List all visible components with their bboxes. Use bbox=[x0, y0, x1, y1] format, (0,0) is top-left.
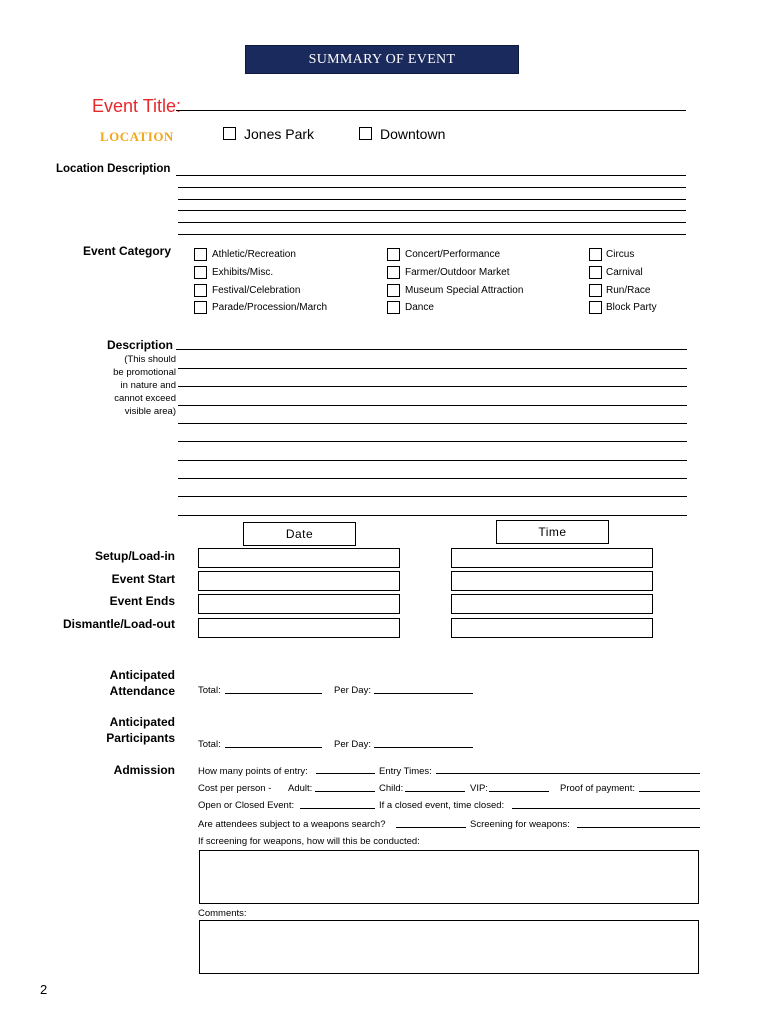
proof-of-payment-field[interactable] bbox=[639, 791, 700, 792]
description-line[interactable] bbox=[178, 423, 687, 424]
category-checkbox-dance[interactable] bbox=[387, 301, 400, 314]
anticipated-participants-label bbox=[60, 714, 175, 746]
location-description-line[interactable] bbox=[176, 175, 686, 176]
location-description-line[interactable] bbox=[178, 199, 686, 200]
location-label: LOCATION bbox=[100, 129, 174, 144]
description-label: Description bbox=[107, 338, 174, 352]
event-title-field[interactable] bbox=[176, 110, 686, 111]
category-label: Exhibits/Misc. bbox=[212, 267, 274, 278]
date-column-header: Date bbox=[243, 522, 356, 546]
setup-time-field[interactable] bbox=[451, 548, 653, 568]
category-checkbox-circus[interactable] bbox=[589, 248, 602, 261]
attendance-label-line: Attendance bbox=[109, 684, 175, 698]
open-closed-field[interactable] bbox=[300, 808, 375, 809]
event-start-label: Event Start bbox=[111, 572, 175, 586]
screening-field[interactable] bbox=[577, 827, 700, 828]
event-start-time-field[interactable] bbox=[451, 571, 653, 591]
location-description-line[interactable] bbox=[178, 187, 686, 188]
description-note-line: be promotional bbox=[113, 367, 176, 378]
dismantle-load-out-label: Dismantle/Load-out bbox=[62, 617, 175, 631]
category-checkbox-museum[interactable] bbox=[387, 284, 400, 297]
category-label: Athletic/Recreation bbox=[212, 249, 296, 260]
participants-total-label: Total: bbox=[198, 739, 221, 750]
points-of-entry-field[interactable] bbox=[316, 773, 375, 774]
category-label: Block Party bbox=[606, 302, 657, 313]
comments-label: Comments: bbox=[198, 908, 247, 919]
proof-of-payment-label: Proof of payment: bbox=[560, 783, 635, 794]
category-label: Run/Race bbox=[606, 285, 651, 296]
category-label: Festival/Celebration bbox=[212, 285, 301, 296]
location-description-label: Location Description bbox=[56, 163, 171, 175]
description-note bbox=[96, 353, 176, 418]
adult-label: Adult: bbox=[288, 783, 313, 794]
category-label: Concert/Performance bbox=[405, 249, 501, 260]
description-note-line: cannot exceed bbox=[114, 393, 176, 404]
entry-times-label: Entry Times: bbox=[379, 766, 432, 777]
downtown-checkbox[interactable] bbox=[359, 127, 372, 140]
participants-per-day-field[interactable] bbox=[374, 747, 473, 748]
location-description-line[interactable] bbox=[178, 210, 686, 211]
dismantle-date-field[interactable] bbox=[198, 618, 400, 638]
category-checkbox-exhibits[interactable] bbox=[194, 266, 207, 279]
category-label: Farmer/Outdoor Market bbox=[405, 267, 510, 278]
vip-cost-field[interactable] bbox=[489, 791, 549, 792]
event-ends-label: Event Ends bbox=[109, 594, 175, 608]
category-checkbox-athletic[interactable] bbox=[194, 248, 207, 261]
participants-label-line: Participants bbox=[106, 731, 175, 745]
screening-how-label: If screening for weapons, how will this be conducted: bbox=[198, 836, 420, 847]
description-line[interactable] bbox=[178, 496, 687, 497]
child-label: Child: bbox=[379, 783, 404, 794]
category-checkbox-farmer-market[interactable] bbox=[387, 266, 400, 279]
category-checkbox-carnival[interactable] bbox=[589, 266, 602, 279]
adult-cost-field[interactable] bbox=[315, 791, 375, 792]
category-label: Museum Special Attraction bbox=[405, 285, 524, 296]
anticipated-attendance-label bbox=[60, 667, 175, 699]
page-title-banner: SUMMARY OF EVENT bbox=[245, 45, 519, 74]
description-line[interactable] bbox=[178, 368, 687, 369]
description-line[interactable] bbox=[178, 460, 687, 461]
description-line[interactable] bbox=[178, 405, 687, 406]
jones-park-label: Jones Park bbox=[244, 126, 315, 142]
category-checkbox-festival[interactable] bbox=[194, 284, 207, 297]
category-label: Parade/Procession/March bbox=[212, 302, 328, 313]
location-description-line[interactable] bbox=[178, 234, 686, 235]
vip-label: VIP: bbox=[470, 783, 488, 794]
comments-textarea[interactable] bbox=[199, 920, 699, 974]
description-note-line: in nature and bbox=[120, 380, 176, 391]
event-category-label: Event Category bbox=[83, 244, 172, 258]
jones-park-checkbox[interactable] bbox=[223, 127, 236, 140]
admission-label: Admission bbox=[113, 763, 175, 777]
open-closed-label: Open or Closed Event: bbox=[198, 800, 295, 811]
attendance-per-day-label: Per Day: bbox=[334, 685, 371, 696]
event-ends-date-field[interactable] bbox=[198, 594, 400, 614]
category-checkbox-concert[interactable] bbox=[387, 248, 400, 261]
participants-total-field[interactable] bbox=[225, 747, 322, 748]
attendance-total-label: Total: bbox=[198, 685, 221, 696]
screening-how-textarea[interactable] bbox=[199, 850, 699, 904]
category-checkbox-parade[interactable] bbox=[194, 301, 207, 314]
cost-per-person-label: Cost per person - bbox=[198, 783, 272, 794]
description-line[interactable] bbox=[178, 386, 687, 387]
category-label: Circus bbox=[606, 249, 635, 260]
event-title-label: Event Title: bbox=[92, 96, 182, 116]
event-ends-time-field[interactable] bbox=[451, 594, 653, 614]
description-note-line: visible area) bbox=[124, 406, 176, 417]
time-column-header: Time bbox=[496, 520, 609, 544]
attendance-total-field[interactable] bbox=[225, 693, 322, 694]
closed-time-label: If a closed event, time closed: bbox=[379, 800, 505, 811]
category-label: Carnival bbox=[606, 267, 643, 278]
screening-label: Screening for weapons: bbox=[470, 819, 570, 830]
weapons-search-label: Are attendees subject to a weapons search? bbox=[198, 819, 386, 830]
category-checkbox-run-race[interactable] bbox=[589, 284, 602, 297]
participants-label-line: Anticipated bbox=[109, 715, 175, 729]
attendance-per-day-field[interactable] bbox=[374, 693, 473, 694]
description-line[interactable] bbox=[178, 441, 687, 442]
participants-per-day-label: Per Day: bbox=[334, 739, 371, 750]
category-label: Dance bbox=[405, 302, 434, 313]
setup-date-field[interactable] bbox=[198, 548, 400, 568]
entry-times-field[interactable] bbox=[436, 773, 700, 774]
setup-load-in-label: Setup/Load-in bbox=[95, 549, 175, 563]
description-line[interactable] bbox=[176, 349, 687, 350]
closed-time-field[interactable] bbox=[512, 808, 700, 809]
description-note-line: (This should bbox=[124, 354, 176, 365]
points-of-entry-label: How many points of entry: bbox=[198, 766, 308, 777]
category-checkbox-block-party[interactable] bbox=[589, 301, 602, 314]
weapons-search-field[interactable] bbox=[396, 827, 466, 828]
child-cost-field[interactable] bbox=[405, 791, 465, 792]
attendance-label-line: Anticipated bbox=[109, 668, 175, 682]
location-description-line[interactable] bbox=[178, 222, 686, 223]
page-number: 2 bbox=[40, 982, 48, 997]
description-line[interactable] bbox=[178, 515, 687, 516]
downtown-label: Downtown bbox=[380, 126, 446, 142]
dismantle-time-field[interactable] bbox=[451, 618, 653, 638]
event-start-date-field[interactable] bbox=[198, 571, 400, 591]
description-line[interactable] bbox=[178, 478, 687, 479]
